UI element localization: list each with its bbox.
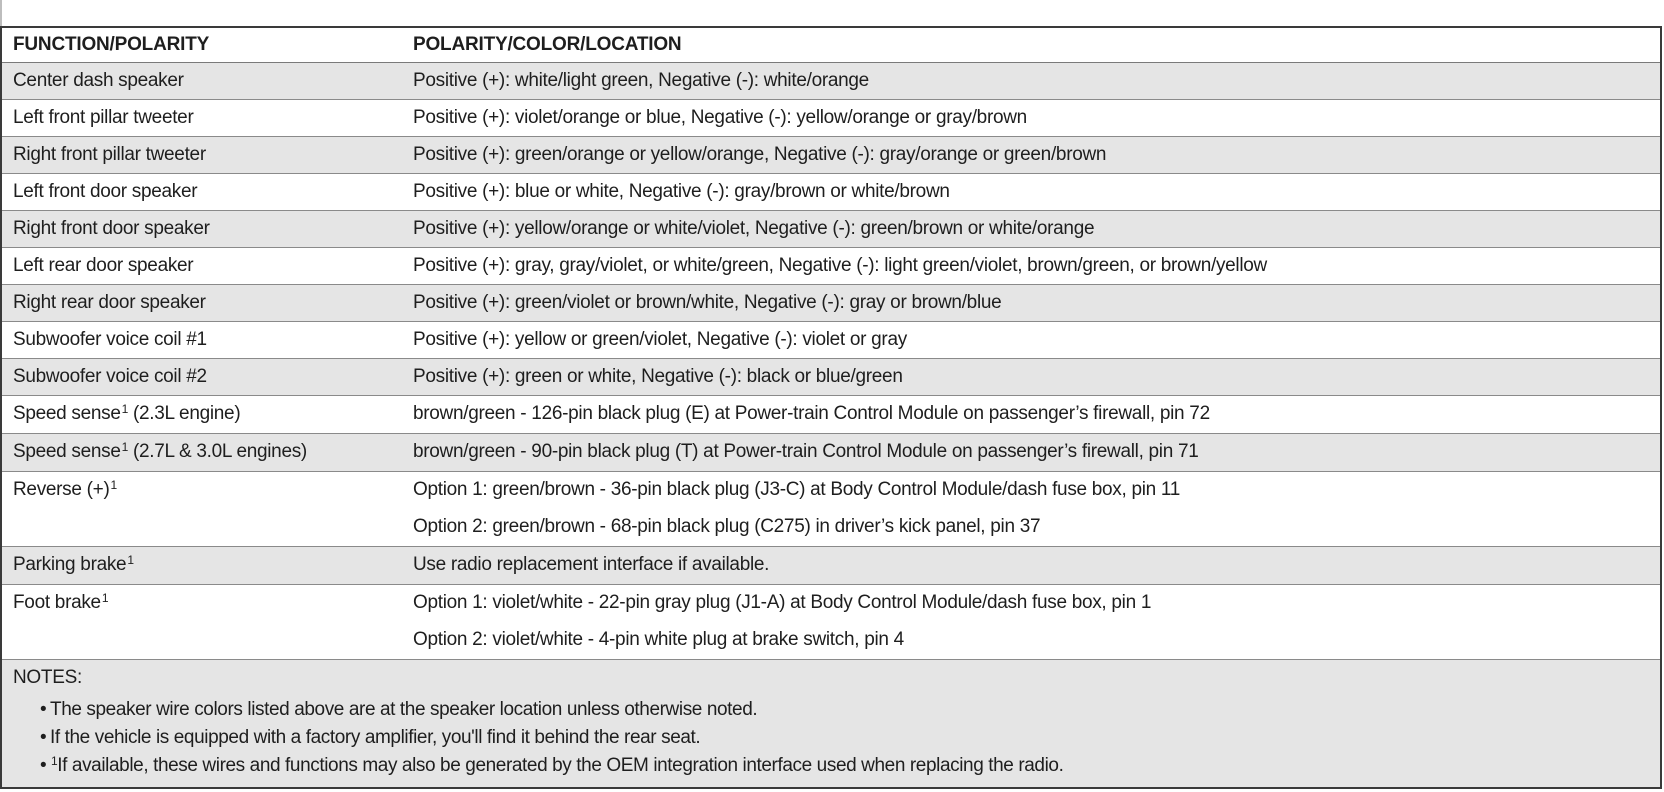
bullet-icon: • [40, 755, 47, 776]
detail-cell: Positive (+): white/light green, Negative (-): white/orange [402, 63, 1661, 100]
function-cell: Right front pillar tweeter [1, 137, 402, 174]
detail-cell [402, 585, 1661, 660]
function-cell [1, 472, 402, 547]
function-cell [1, 434, 402, 472]
table-row [1, 174, 1661, 211]
detail-cell [402, 472, 1661, 547]
footnote-marker: 1 [121, 402, 128, 416]
function-cell: Center dash speaker [1, 63, 402, 100]
note-item [40, 752, 1660, 781]
function-cell: Subwoofer voice coil #1 [1, 322, 402, 359]
footnote-marker: 1 [101, 591, 109, 605]
detail-cell: Use radio replacement interface if available. [402, 547, 1661, 585]
note-text: If available, these wires and functions may also be generated by the OEM integration interface used when replacing the radio. [57, 755, 1064, 776]
detail-cell: Positive (+): yellow/orange or white/violet, Negative (-): green/brown or white/orange [402, 211, 1661, 248]
detail-option-2: Option 2: violet/white - 4-pin white plug at brake switch, pin 4 [413, 629, 904, 650]
detail-cell: brown/green - 90-pin black plug (T) at Power-train Control Module on passenger’s firewall, pin 71 [402, 434, 1661, 472]
detail-cell: Positive (+): violet/orange or blue, Negative (-): yellow/orange or gray/brown [402, 100, 1661, 137]
note-text: If the vehicle is equipped with a factory amplifier, you'll find it behind the rear seat. [50, 727, 701, 748]
detail-cell: brown/green - 126-pin black plug (E) at Power-train Control Module on passenger’s firewall, pin 72 [402, 396, 1661, 434]
table-row [1, 211, 1661, 248]
table-row [1, 248, 1661, 285]
bullet-icon: • [40, 699, 47, 720]
wiring-table [0, 26, 1662, 789]
table-row [1, 585, 1661, 660]
function-label: Speed sense [13, 441, 121, 462]
function-qualifier: (2.7L & 3.0L engines) [128, 441, 307, 462]
footnote-marker: 1 [121, 440, 128, 454]
function-cell [1, 585, 402, 660]
page-edge-rule [0, 0, 2, 26]
function-cell: Subwoofer voice coil #2 [1, 359, 402, 396]
footnote-marker: 1 [110, 478, 117, 492]
function-cell: Left front pillar tweeter [1, 100, 402, 137]
note-item [40, 696, 1660, 724]
detail-option-1: Option 1: violet/white - 22-pin gray plug (J1-A) at Body Control Module/dash fuse box, pin 1 [413, 592, 1152, 613]
notes-section [1, 660, 1661, 789]
function-cell: Right rear door speaker [1, 285, 402, 322]
detail-cell: Positive (+): gray, gray/violet, or white/green, Negative (-): light green/violet, brown/green, or brown/yellow [402, 248, 1661, 285]
table-row [1, 396, 1661, 434]
table-row [1, 547, 1661, 585]
bullet-icon: • [40, 727, 47, 748]
footnote-marker: 1 [127, 553, 134, 567]
table-row [1, 434, 1661, 472]
function-cell [1, 547, 402, 585]
function-cell: Right front door speaker [1, 211, 402, 248]
note-item [40, 724, 1660, 752]
function-cell: Left front door speaker [1, 174, 402, 211]
detail-cell: Positive (+): blue or white, Negative (-): gray/brown or white/brown [402, 174, 1661, 211]
column-header-function: FUNCTION/POLARITY [1, 27, 402, 63]
function-label: Speed sense [13, 403, 121, 424]
function-label: Parking brake [13, 554, 127, 575]
table-header-row [1, 27, 1661, 63]
function-label: Reverse (+) [13, 479, 110, 500]
note-text: The speaker wire colors listed above are at the speaker location unless otherwise noted. [50, 699, 758, 720]
function-cell: Left rear door speaker [1, 248, 402, 285]
function-qualifier: (2.3L engine) [128, 403, 241, 424]
table-row [1, 285, 1661, 322]
table-row [1, 322, 1661, 359]
notes-list [13, 696, 1660, 787]
notes-title: NOTES: [13, 667, 82, 688]
detail-cell: Positive (+): yellow or green/violet, Negative (-): violet or gray [402, 322, 1661, 359]
detail-option-2: Option 2: green/brown - 68-pin black plug (C275) in driver’s kick panel, pin 37 [413, 516, 1041, 537]
detail-cell: Positive (+): green or white, Negative (-): black or blue/green [402, 359, 1661, 396]
table-row [1, 137, 1661, 174]
function-label: Foot brake [13, 592, 101, 613]
notes-row [1, 660, 1661, 789]
table-row [1, 100, 1661, 137]
footnote-marker: 1 [51, 754, 58, 768]
table-row [1, 472, 1661, 547]
detail-option-1: Option 1: green/brown - 36-pin black plug (J3-C) at Body Control Module/dash fuse box, pin 11 [413, 479, 1181, 500]
detail-cell: Positive (+): green/orange or yellow/orange, Negative (-): gray/orange or green/brown [402, 137, 1661, 174]
detail-cell: Positive (+): green/violet or brown/white, Negative (-): gray or brown/blue [402, 285, 1661, 322]
table-row [1, 63, 1661, 100]
column-header-detail: POLARITY/COLOR/LOCATION [402, 27, 1661, 63]
function-cell [1, 396, 402, 434]
table-row [1, 359, 1661, 396]
